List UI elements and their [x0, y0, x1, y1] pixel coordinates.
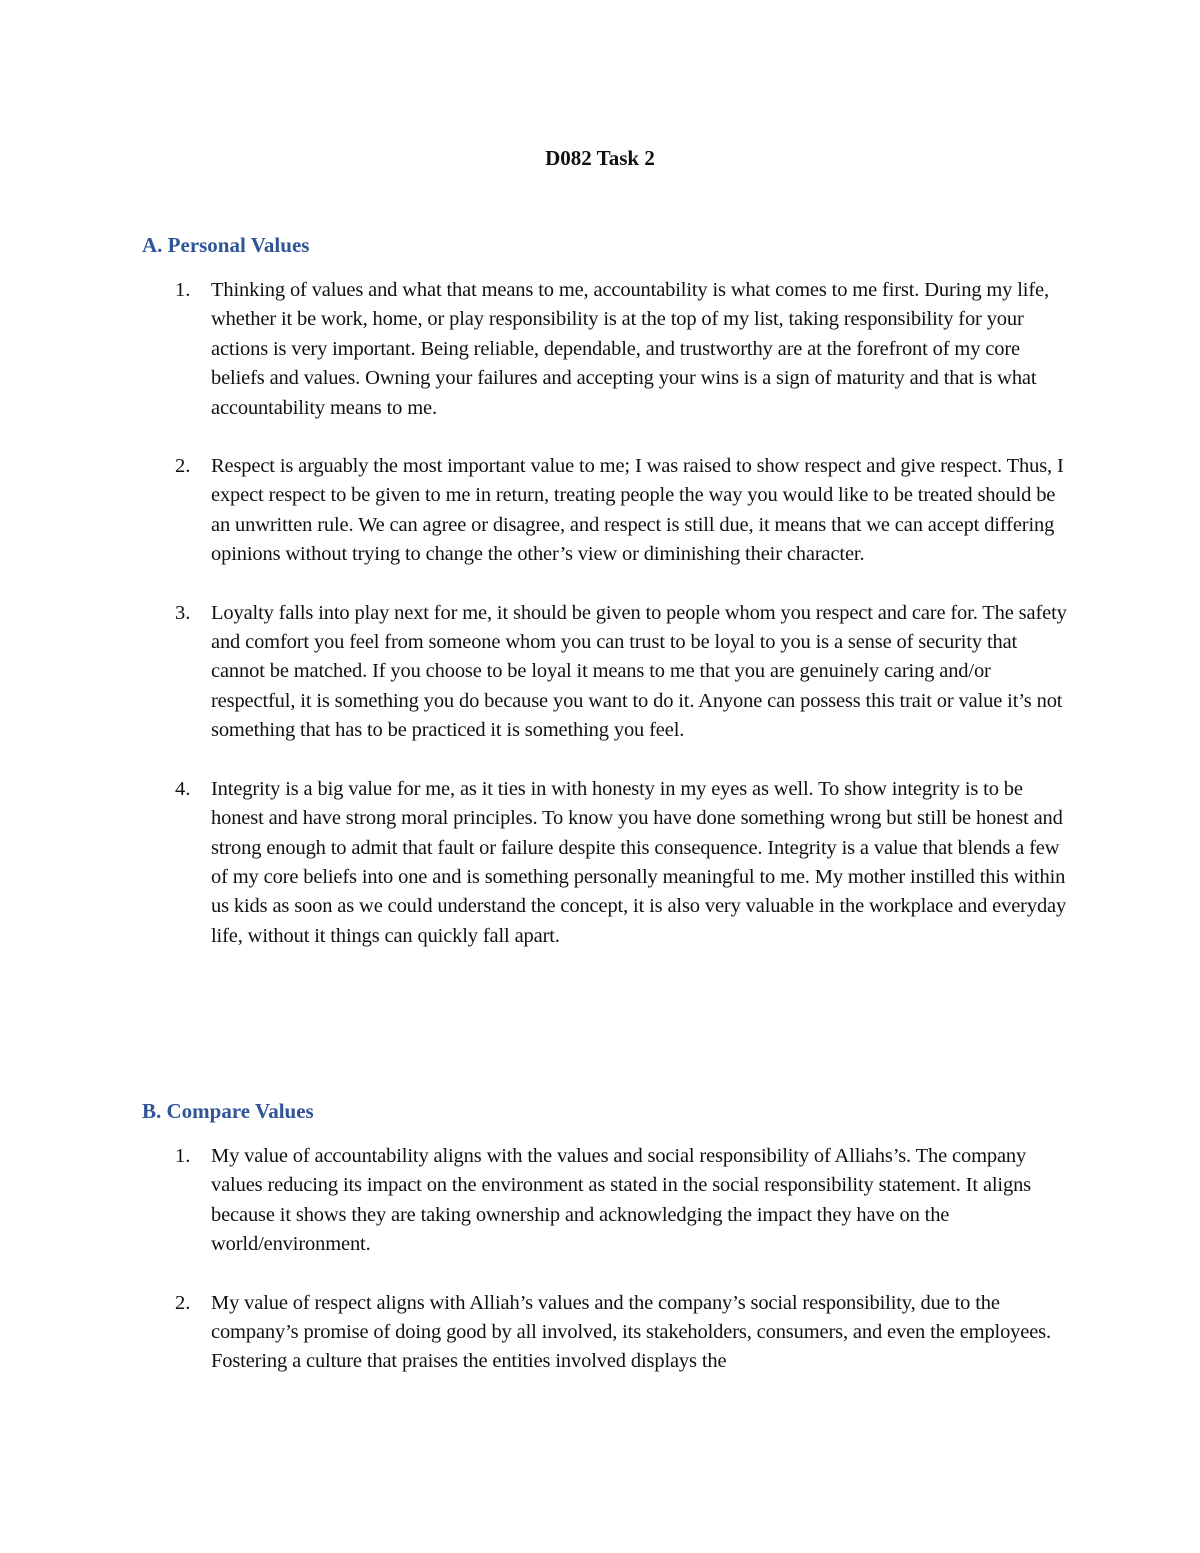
document-title: D082 Task 2: [545, 146, 655, 170]
list-item-number: 2.: [175, 1291, 191, 1314]
list-item-text: My value of respect aligns with Alliah’s values and the company’s social responsibility, due to the company’s promise of doing good by all involved, its stakeholders, consumers, and even the employees. Fostering a culture that praises the entities involved displays the: [211, 1291, 1051, 1373]
list-item-text: Thinking of values and what that means to me, accountability is what comes to me first. During my life, whether it be work, home, or play responsibility is at the top of my list, taking responsibility for your actions is very important. Being reliable, dependable, and trustworthy are at the forefront of my core beliefs and values. Owning your failures and accepting your wins is a sign of maturity and that is what accountability means to me.: [211, 279, 1049, 419]
list-item-number: 1.: [175, 279, 191, 301]
list-item: [0, 599, 1200, 746]
list-item-number: 1.: [175, 1145, 191, 1167]
personal-values-list: [0, 276, 1200, 951]
compare-values-list: [0, 1142, 1200, 1377]
list-item-text: Respect is arguably the most important value to me; I was raised to show respect and give respect. Thus, I expect respect to be given to me in return, treating people the way you would like to be treated should be an unwritten rule. We can agree or disagree, and respect is still due, it means that we can accept differing opinions without trying to change the other’s view or diminishing their character.: [211, 455, 1064, 566]
list-item-number: 3.: [175, 601, 191, 624]
list-item-number: 4.: [175, 777, 191, 800]
list-item-text: Loyalty falls into play next for me, it should be given to people whom you respect and care for. The safety and comfort you feel from someone whom you can trust to be loyal to you is a sense of security that cannot be matched. If you choose to be loyal it means to me that you are genuinely caring and/or respectful, it is something you do because you want to do it. Anyone can possess this trait or value it’s not something that has to be practiced it is something you feel.: [211, 601, 1067, 742]
list-item-text: Integrity is a big value for me, as it ties in with honesty in my eyes as well. To show integrity is to be honest and have strong moral principles. To know you have done something wrong but still be honest and strong enough to admit that fault or failure despite this consequence. Integrity is a value that blends a few of my core beliefs into one and is something personally meaningful to me. My mother instilled this within us kids as soon as we could understand the concept, it is also very valuable in the workplace and everyday life, without it things can quickly fall apart.: [211, 777, 1067, 947]
list-item: [0, 452, 1200, 570]
section-heading-compare-values: B. Compare Values: [142, 1099, 314, 1123]
section-heading-personal-values: A. Personal Values: [142, 233, 310, 257]
list-item: [0, 1142, 1200, 1260]
list-item-text: My value of accountability aligns with the values and social responsibility of Alliahs’s. The company values reducing its impact on the environment as stated in the social responsibility statement. It aligns because it shows they are taking ownership and acknowledging the impact they have on the world/environment.: [211, 1145, 1032, 1256]
list-item: [0, 1289, 1200, 1377]
list-item-number: 2.: [175, 455, 191, 478]
list-item: [0, 276, 1200, 423]
list-item: [0, 775, 1200, 951]
